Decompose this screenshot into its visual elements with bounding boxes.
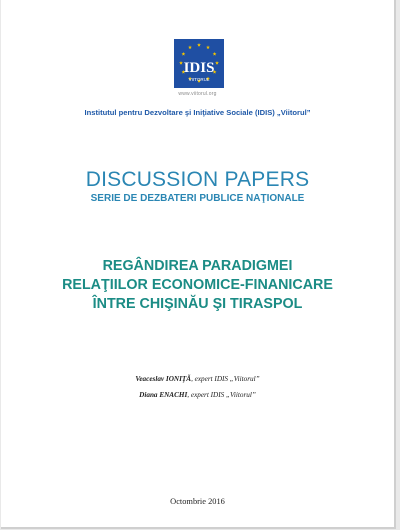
authors [1,371,394,403]
institute-name: Institutul pentru Dezvoltare şi Iniţiative Sociale (IDIS) „Viitorul” [84,108,311,117]
title-line: RELAŢIILOR ECONOMICE-FINANICARE [62,277,333,293]
author-line [1,371,394,387]
author-role: , expert IDIS „Viitorul” [191,375,260,383]
author-role: , expert IDIS „Viitorul” [187,391,256,399]
idis-logo [174,39,224,88]
author-line [1,387,394,403]
publication-date: Octombrie 2016 [170,497,225,506]
website-url: www.viitorul.org [178,91,217,97]
logo-subtext: VIITORUL [188,77,210,82]
title-line: REGÂNDIREA PARADIGMEI [102,258,293,274]
author-name: Veaceslav IONIŢĂ [135,375,192,383]
logo-text: IDIS [183,60,215,76]
document-page [1,0,396,529]
series-subtitle: SERIE DE DEZBATERI PUBLICE NAŢIONALE [90,193,305,204]
document-title [1,257,394,314]
series-title: DISCUSSION PAPERS [85,168,310,191]
eu-stars-logo-icon [174,39,224,88]
title-line: ÎNTRE CHIŞINĂU ŞI TIRASPOL [92,296,303,312]
author-name: Diana ENACHI [139,391,188,399]
